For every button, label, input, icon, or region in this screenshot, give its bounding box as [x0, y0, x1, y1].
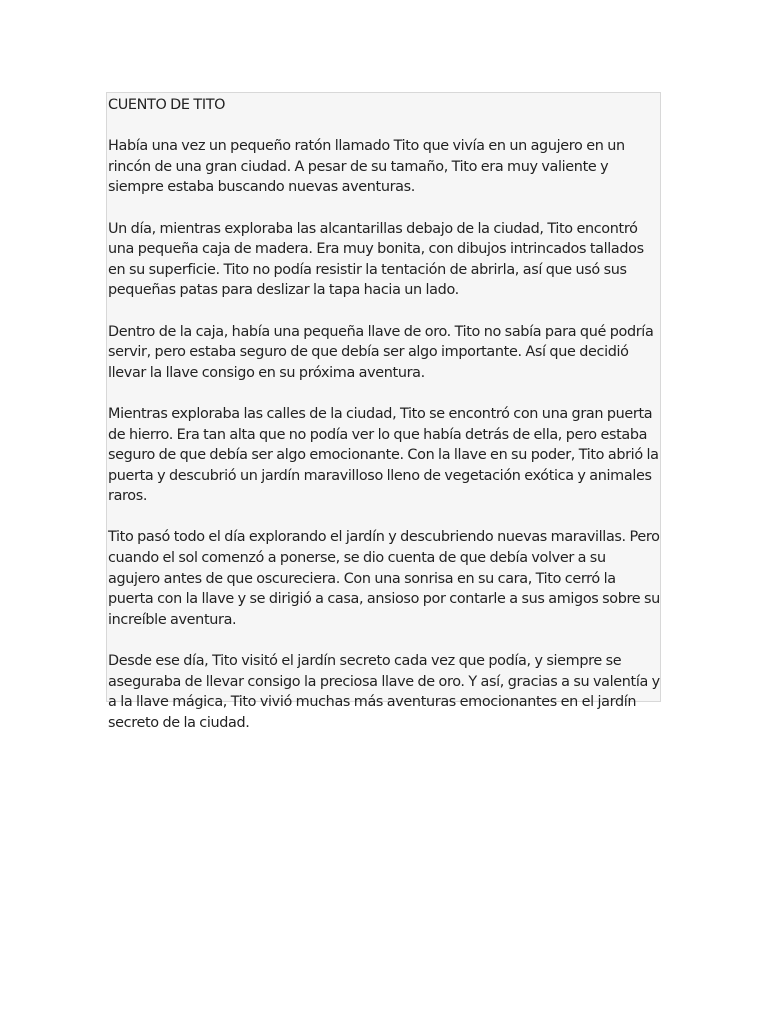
story-paragraph-1: Había una vez un pequeño ratón llamado Tito que vivía en un agujero en un rincón de una gran ciudad. A pesar de su tamaño, Tito era muy valiente y siempre estaba buscando nuevas aventuras.: [108, 138, 625, 196]
story-paragraph-4: Mientras exploraba las calles de la ciudad, Tito se encontró con una gran puerta de hierro. Era tan alta que no podía ver lo que había detrás de ella, pero estaba seguro de que debía ser algo emocionante. Con la llave en su poder, Tito abrió la puerta y descubrió un jardín maravilloso lleno de vegetación exótica y animales raros.: [108, 405, 659, 505]
story-title: CUENTO DE TITO: [108, 97, 226, 113]
story-paragraph-6: Desde ese día, Tito visitó el jardín secreto cada vez que podía, y siempre se aseguraba de llevar consigo la preciosa llave de oro. Y así, gracias a su valentía y a la llave mágica, Tito vivió muchas más aventuras emocionantes en el jardín secreto de la ciudad.: [108, 653, 660, 731]
story-paragraph-2: Un día, mientras exploraba las alcantarillas debajo de la ciudad, Tito encontró una pequeña caja de madera. Era muy bonita, con dibujos intrincados tallados en su superficie. Tito no podía resistir la tentación de abrirla, así que usó sus pequeñas patas para deslizar la tapa hacia un lado.: [108, 220, 644, 299]
story-text-box: [106, 92, 661, 731]
story-paragraph-5: Tito pasó todo el día explorando el jardín y descubriendo nuevas maravillas. Pero cuando el sol comenzó a ponerse, se dio cuenta de que debía volver a su agujero antes de que oscureciera. Con una sonrisa en su cara, Tito cerró la puerta con la llave y se dirigió a casa, ansioso por contarle a sus amigos sobre su increíble aventura.: [108, 529, 660, 628]
story-paragraph-3: Dentro de la caja, había una pequeña llave de oro. Tito no sabía para qué podría servir, pero estaba seguro de que debía ser algo importante. Así que decidió llevar la llave consigo en su próxima aventura.: [108, 323, 654, 381]
